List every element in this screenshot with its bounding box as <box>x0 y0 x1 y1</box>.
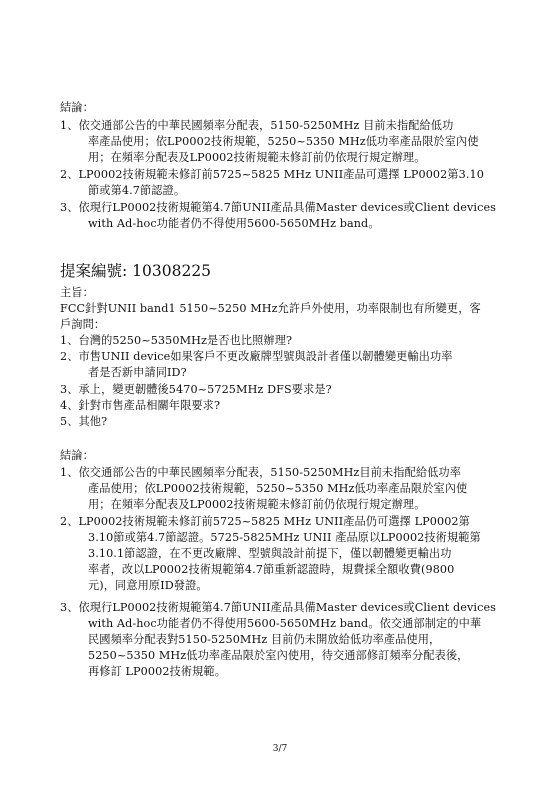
subject-heading: 主旨： <box>60 286 94 299</box>
question-item: 2、市售UNII device如果客戶不更改廠牌型號與設計者僅以韌體變更輸出功率 <box>60 350 453 363</box>
conclusion-1-line: 用；在頻率分配表及LP0002技術規範未修訂前仍依現行規定辦理。 <box>88 151 426 164</box>
conclusion-2-line: 1、依交通部公告的中華民國頻率分配表，5150-5250MHz目前未指配給低功率 <box>60 466 462 479</box>
conclusion-1-line: 3、依現行LP0002技術規範第4.7節UNII產品具備Master devices或Client devices <box>60 201 497 214</box>
conclusion-2-line: 民國頻率分配表對5150-5250MHz 目前仍未開放給低功率產品使用， <box>88 633 441 646</box>
page-number: 3/7 <box>272 744 288 754</box>
question-item: 3、承上，變更韌體後5470~5725MHz DFS要求是? <box>60 383 332 396</box>
conclusion-1-line: 1、依交通部公告的中華民國頻率分配表，5150-5250MHz 目前未指配給低功 <box>60 119 454 132</box>
subject-line: FCC針對UNII band1 5150~5250 MHz允許戶外使用，功率限制也有所變更，客 <box>60 302 481 315</box>
conclusion-2-line: 再修訂 LP0002技術規範。 <box>88 665 226 678</box>
conclusion-2-line: 2、LP0002技術規範未修訂前5725~5825 MHz UNII產品仍可選擇 LP0002第 <box>60 515 470 528</box>
conclusion-1-line: 節或第4.7節認證。 <box>88 184 186 197</box>
conclusion-1-line: 率產品使用；依LP0002技術規範，5250~5350 MHz低功率產品限於室內使 <box>88 135 479 148</box>
proposal-number: 提案編號: 10308225 <box>60 262 212 280</box>
conclusion-2-line: 5250~5350 MHz低功率產品限於室內使用，待交通部修訂頻率分配表後， <box>88 649 469 662</box>
question-item: 1、台灣的5250~5350MHz是否也比照辦理? <box>60 334 293 347</box>
conclusion-2-line: with Ad-hoc功能者仍不得使用5600-5650MHz band。依交通部制定的中華 <box>88 617 482 630</box>
conclusion-2-line: 3.10.1節認證，在不更改廠牌、型號與設計前提下，僅以韌體變更輸出功 <box>88 547 452 560</box>
conclusion-2-line: 用；在頻率分配表及LP0002技術規範未修訂前仍依現行規定辦理。 <box>88 498 426 511</box>
question-item: 者是否新申請同ID? <box>88 366 187 379</box>
conclusion-2-line: 率者，改以LP0002技術規範第4.7節重新認證時，規費採全額收費(9800 <box>88 563 455 576</box>
question-item: 4、針對市售產品相關年限要求? <box>60 399 221 412</box>
conclusion-1-line: 2、LP0002技術規範未修訂前5725~5825 MHz UNII產品可選擇 LP0002第3.10 <box>60 168 484 181</box>
question-item: 5、其他? <box>60 415 108 428</box>
conclusion-2-line: 產品使用；依LP0002技術規範，5250~5350 MHz低功率產品限於室內使 <box>88 482 468 495</box>
conclusion-1-line: with Ad-hoc功能者仍不得使用5600-5650MHz band。 <box>88 217 380 230</box>
conclusion-2-line: 元)，同意用原ID發證。 <box>88 579 208 592</box>
subject-line: 戶詢問： <box>60 318 106 331</box>
conclusion-heading-2: 結論： <box>60 449 94 462</box>
conclusion-2-line: 3.10節或第4.7節認證。5725-5825MHz UNII 產品原以LP0002技術規範第 <box>88 531 481 544</box>
conclusion-heading-1: 結論： <box>60 101 94 114</box>
conclusion-2-line: 3、依現行LP0002技術規範第4.7節UNII產品具備Master devices或Client devices <box>60 601 497 614</box>
